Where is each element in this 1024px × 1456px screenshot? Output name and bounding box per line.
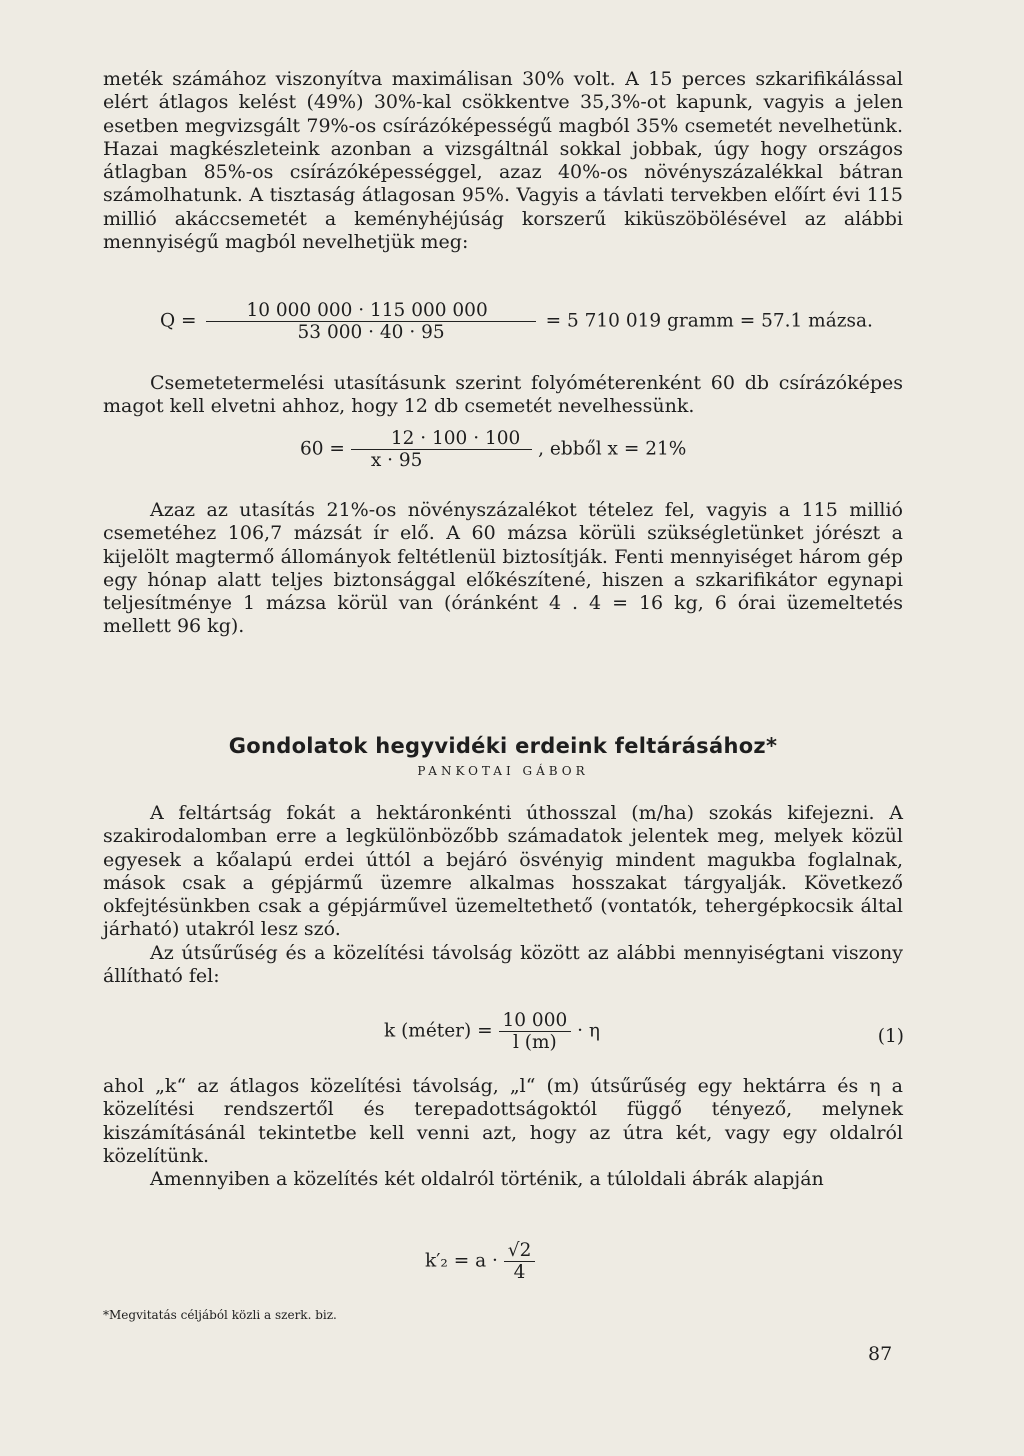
equation-sixty-lhs: 60 =	[300, 438, 345, 460]
paragraph-definitions: ahol „k“ az átlagos közelítési távolság, „l“ (m) útsűrűség egy hektárra és η a közelítési rendszertől és terepadottságoktól függő tényező, melynek kiszámításánál tekintetbe kell venni azt, hogy az útra két, vagy egy oldalról közelítünk.	[103, 1075, 903, 1167]
equation-q-fraction	[206, 300, 535, 343]
equation-sixty-numerator: 12 · 100 · 100	[390, 428, 521, 449]
footnote: *Megvitatás céljából közli a szerk. biz.	[103, 1308, 337, 1322]
equation-k2-fraction	[504, 1240, 536, 1283]
intro-paragraph-block	[103, 68, 903, 254]
intro-paragraph: meték számához viszonyítva maximálisan 30% volt. A 15 perces szkarifikálással elért átlagos kelést (49%) 30%-kal csökkentve 35,3%-ot kapunk, vagyis a jelen esetben megvizsgált 79%-os csírázóképességű magból 35% csemetét nevelhetünk. Hazai magkészleteink azonban a vizsgáltnál sokkal jobbak, úgy hogy országos átlagban 85%-os csírázóképességgel, azaz 40%-os növényszázalékkal bátran számolhatunk. A tisztaság átlagosan 95%. Vagyis a távlati tervekben előírt évi 115 millió akáccsemetét a keményhéjúság korszerű kiküszöbölésével az alábbi mennyiségű magból nevelhetjük meg:	[103, 68, 903, 254]
equation-q-numerator: 10 000 000 · 115 000 000	[246, 300, 488, 321]
article-author: PANKOTAI GÁBOR	[417, 764, 589, 778]
equation-k-numerator: 10 000	[502, 1010, 568, 1031]
paragraph-block-3	[103, 499, 903, 639]
equation-k-lhs: k (méter) =	[384, 1020, 493, 1042]
page-number: 87	[868, 1343, 893, 1365]
equation-sixty-rhs: , ebből x = 21%	[538, 438, 687, 460]
paragraph-block-2	[103, 372, 903, 419]
paragraph-instruction: Azaz az utasítás 21%-os növényszázalékot tételez fel, vagyis a 115 millió csemetéhez 106,7 mázsát ír elő. A 60 mázsa körüli szükségletünket jórészt a kijelölt magtermő állományok feltétlenül biztosítják. Fenti mennyiséget három gép egy hónap alatt teljes biztonsággal előkészítené, hiszen a szkarifikátor egynapi teljesítménye 1 mázsa körül van (óránként 4 . 4 = 16 kg, 6 órai üzemeltetés mellett 96 kg).	[103, 499, 903, 638]
equation-q	[160, 300, 873, 343]
paragraph-roads-intro: A feltártság fokát a hektáronkénti úthosszal (m/ha) szokás kifejezni. A szakirodalomban erre a legkülönbözőbb számadatok jelentek meg, melyek közül egyesek a kőalapú erdei úttól a bejáró ösvényig mindent magukba foglalnak, mások csak a gépjármű üzemre alkalmas hosszakat tárgyalják. Következő okfejtésünkben csak a gépjárművel üzemeltethető (vontatók, tehergépkocsik által járható) utakról lesz szó.	[103, 802, 903, 941]
equation-sixty	[300, 428, 686, 471]
equation-sixty-fraction	[351, 428, 532, 471]
equation-q-denominator: 53 000 · 40 · 95	[206, 321, 535, 343]
paragraph-seedling: Csemetetermelési utasításunk szerint folyóméterenként 60 db csírázóképes magot kell elvetni ahhoz, hogy 12 db csemetét nevelhessünk.	[103, 372, 903, 418]
equation-k2-denominator: 4	[504, 1261, 536, 1283]
equation-number: (1)	[877, 1026, 904, 1047]
equation-k-fraction	[499, 1010, 572, 1053]
equation-k2	[425, 1240, 535, 1283]
equation-k-denominator: l (m)	[499, 1031, 572, 1053]
equation-k-rhs: · η	[577, 1020, 600, 1042]
equation-k2-numerator: √2	[507, 1240, 532, 1261]
paragraph-block-6	[103, 1075, 903, 1191]
equation-k	[384, 1010, 904, 1053]
equation-q-lhs: Q =	[160, 310, 197, 332]
article-body-block	[103, 802, 903, 988]
equation-k2-lhs: k′₂ = a ·	[425, 1250, 498, 1272]
paragraph-two-sides: Amennyiben a közelítés két oldalról történik, a túloldali ábrák alapján	[150, 1168, 824, 1191]
equation-sixty-denominator: x · 95	[351, 449, 532, 471]
article-title: Gondolatok hegyvidéki erdeink feltárásához*	[228, 734, 778, 758]
equation-q-rhs: = 5 710 019 gramm = 57.1 mázsa.	[545, 310, 873, 332]
paragraph-relation: Az útsűrűség és a közelítési távolság között az alábbi mennyiségtani viszony állítható fel:	[103, 941, 903, 988]
